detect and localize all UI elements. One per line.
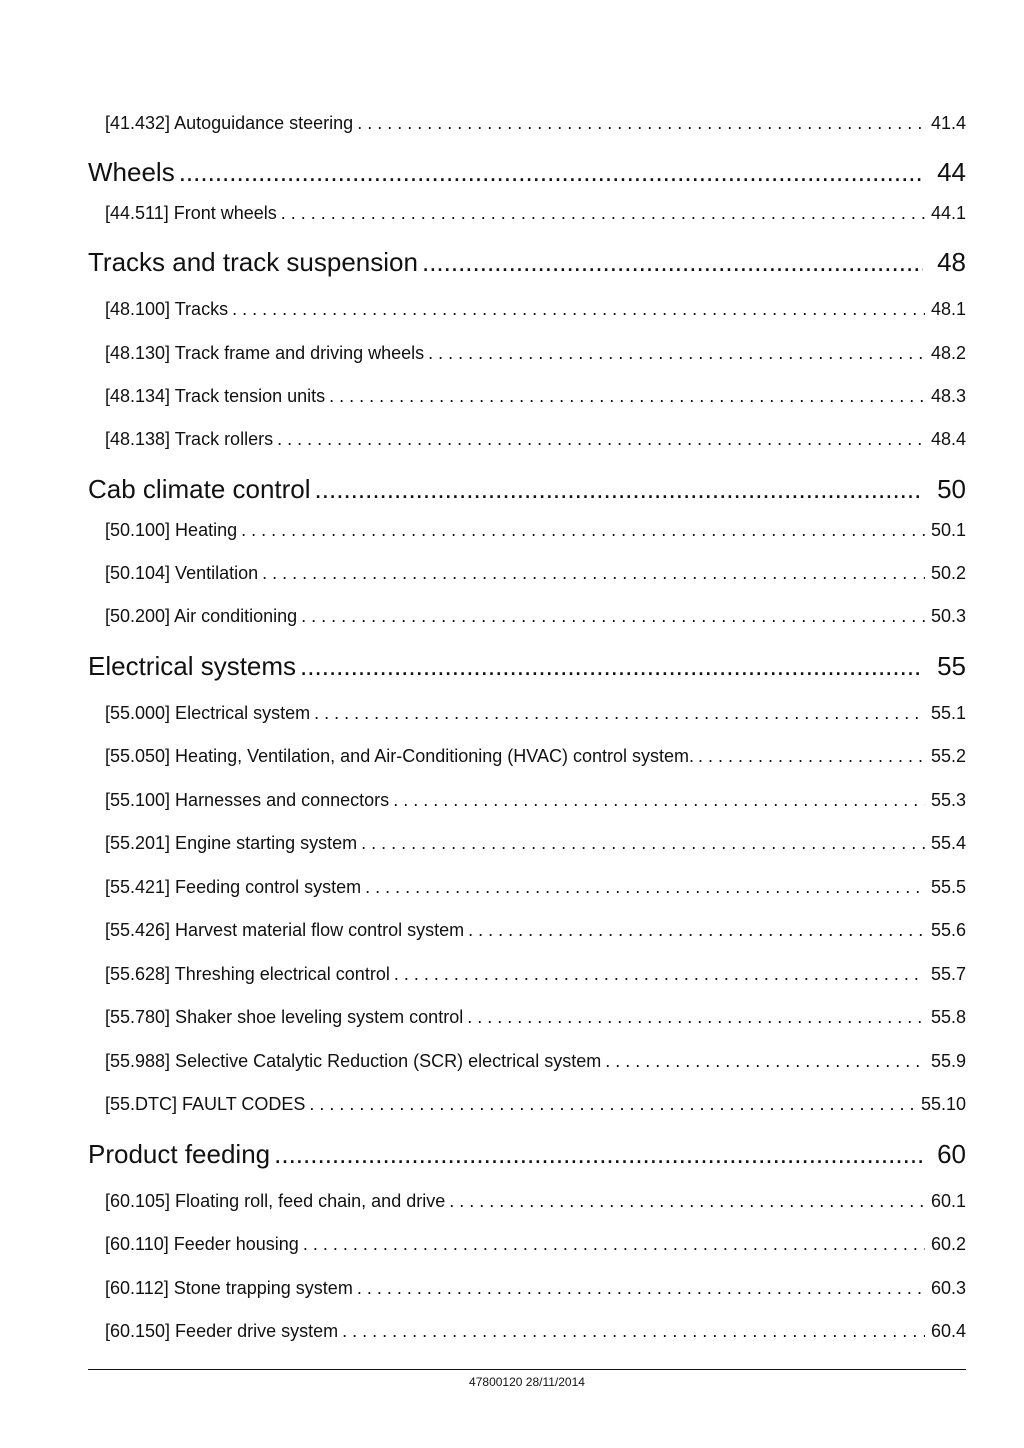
toc-entry-label: [60.150] Feeder drive system (105, 1321, 339, 1341)
dot-leader (361, 833, 925, 854)
dot-leader (179, 157, 923, 188)
toc-section-label: Wheels (88, 157, 175, 187)
toc-entry-page: 50.2 (930, 563, 966, 583)
toc-entry-label: [55.988] Selective Catalytic Reduction (SCR) electrical system (105, 1051, 602, 1071)
toc-entry[interactable] (105, 1007, 966, 1028)
dot-leader (314, 703, 925, 724)
dot-leader (422, 247, 923, 278)
dot-leader (232, 299, 925, 320)
footer-doc-id: 47800120 28/11/2014 (469, 1375, 585, 1389)
dot-leader (449, 1191, 925, 1212)
toc-entry-label: [50.104] Ventilation (105, 563, 259, 583)
toc-entry[interactable] (105, 877, 966, 898)
toc-entry-page: 60.4 (930, 1321, 966, 1341)
toc-entry-label: [48.138] Track rollers (105, 429, 274, 449)
dot-leader (315, 474, 924, 505)
toc-entry-page: 55.9 (930, 1051, 966, 1071)
dot-leader (281, 203, 925, 224)
dot-leader (357, 1278, 925, 1299)
toc-entry[interactable] (105, 746, 966, 767)
toc-section[interactable] (88, 1139, 966, 1170)
toc-entry-page: 60.2 (930, 1234, 966, 1254)
toc-entry-label: [60.110] Feeder housing (105, 1234, 299, 1254)
toc-section-page: 55 (937, 651, 966, 681)
toc-entry[interactable] (105, 113, 966, 134)
toc-entry-page: 55.4 (930, 833, 966, 853)
toc-entry[interactable] (105, 520, 966, 541)
dot-leader (428, 343, 925, 364)
dot-leader (365, 877, 925, 898)
toc-entry[interactable] (105, 1094, 966, 1115)
toc-entry-page: 44.1 (930, 203, 966, 223)
toc-entry-label: [50.100] Heating (105, 520, 238, 540)
dot-leader (303, 1234, 925, 1255)
toc-entry-page: 55.5 (930, 877, 966, 897)
dot-leader (262, 563, 925, 584)
toc-entry[interactable] (105, 703, 966, 724)
toc-entry-page: 48.3 (930, 386, 966, 406)
toc-section[interactable] (88, 157, 966, 188)
toc-entry[interactable] (105, 563, 966, 584)
toc-entry-page: 55.10 (920, 1094, 966, 1114)
toc-section-label: Cab climate control (88, 474, 311, 504)
toc-entry[interactable] (105, 1234, 966, 1255)
toc-entry[interactable] (105, 429, 966, 450)
toc-entry-page: 55.6 (930, 920, 966, 940)
toc-entry-page: 55.8 (930, 1007, 966, 1027)
dot-leader (605, 1051, 925, 1072)
toc-section-page: 48 (937, 247, 966, 277)
toc-entry-label: [44.511] Front wheels (105, 203, 277, 223)
toc-section[interactable] (88, 474, 966, 505)
toc-entry-page: 55.3 (930, 790, 966, 810)
footer-divider (88, 1369, 966, 1370)
toc-entry-label: [55.050] Heating, Ventilation, and Air-Conditioning (HVAC) control system. (105, 746, 694, 766)
dot-leader (393, 790, 925, 811)
toc-entry[interactable] (105, 203, 966, 224)
toc-entry-label: [48.100] Tracks (105, 299, 229, 319)
toc-entry-label: [48.130] Track frame and driving wheels (105, 343, 425, 363)
toc-section-page: 60 (937, 1139, 966, 1169)
dot-leader (342, 1321, 925, 1342)
dot-leader (309, 1094, 915, 1115)
toc-entry[interactable] (105, 299, 966, 320)
toc-entry[interactable] (105, 343, 966, 364)
toc-entry-label: [48.134] Track tension units (105, 386, 326, 406)
toc-entry[interactable] (105, 606, 966, 627)
toc-entry[interactable] (105, 920, 966, 941)
toc-section-page: 50 (937, 474, 966, 504)
toc-entry-label: [50.200] Air conditioning (105, 606, 298, 626)
toc-entry-page: 48.1 (930, 299, 966, 319)
dot-leader (274, 1139, 923, 1170)
dot-leader (329, 386, 925, 407)
dot-leader (241, 520, 925, 541)
toc-section-page: 44 (937, 157, 966, 187)
toc-entry-page: 55.1 (930, 703, 966, 723)
toc-section-label: Product feeding (88, 1139, 271, 1169)
dot-leader (468, 920, 925, 941)
toc-entry-label: [55.628] Threshing electrical control (105, 964, 390, 984)
toc-entry-page: 48.4 (930, 429, 966, 449)
dot-leader (357, 113, 925, 134)
toc-entry[interactable] (105, 790, 966, 811)
toc-entry-label: [55.DTC] FAULT CODES (105, 1094, 306, 1114)
toc-entry[interactable] (105, 1321, 966, 1342)
toc-entry-label: [55.421] Feeding control system (105, 877, 362, 897)
toc-entry-page: 50.3 (930, 606, 966, 626)
toc-entry-label: [55.201] Engine starting system (105, 833, 358, 853)
toc-entry-page: 41.4 (930, 113, 966, 133)
dot-leader (394, 964, 925, 985)
toc-entry-label: [60.105] Floating roll, feed chain, and drive (105, 1191, 446, 1211)
toc-entry-page: 60.1 (930, 1191, 966, 1211)
dot-leader (698, 746, 925, 767)
toc-entry-page: 60.3 (930, 1278, 966, 1298)
toc-entry-label: [60.112] Stone trapping system (105, 1278, 353, 1298)
toc-section[interactable] (88, 651, 966, 682)
toc-entry[interactable] (105, 386, 966, 407)
toc-entry[interactable] (105, 1051, 966, 1072)
toc-entry-label: [55.000] Electrical system (105, 703, 311, 723)
dot-leader (301, 606, 925, 627)
toc-entry-label: [55.780] Shaker shoe leveling system control (105, 1007, 464, 1027)
toc-section-label: Tracks and track suspension (88, 247, 418, 277)
toc-entry[interactable] (105, 833, 966, 854)
toc-entry-label: [41.432] Autoguidance steering (105, 113, 354, 133)
toc-entry-label: [55.100] Harnesses and connectors (105, 790, 390, 810)
toc-entry-label: [55.426] Harvest material flow control system (105, 920, 465, 940)
toc-section-label: Electrical systems (88, 651, 297, 681)
toc-entry[interactable] (105, 1278, 966, 1299)
dot-leader (277, 429, 925, 450)
toc-entry-page: 50.1 (930, 520, 966, 540)
dot-leader (467, 1007, 925, 1028)
toc-entry-page: 48.2 (930, 343, 966, 363)
toc-entry[interactable] (105, 1191, 966, 1212)
toc-entry[interactable] (105, 964, 966, 985)
toc-section[interactable] (88, 247, 966, 278)
toc-entry-page: 55.2 (930, 746, 966, 766)
toc-entry-page: 55.7 (930, 964, 966, 984)
dot-leader (300, 651, 923, 682)
